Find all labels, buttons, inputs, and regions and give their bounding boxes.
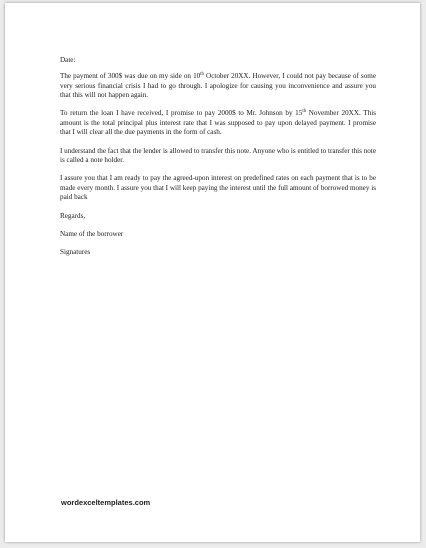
date-label: Date:	[60, 56, 76, 64]
ordinal-suffix: th	[200, 71, 204, 77]
paragraph-interest-assurance: I assure you that I am ready to pay the agreed-upon interest on predefined rates on each payment that is to be made every month. I assure you that I will keep paying the interest until the full amount of borrowed money is paid back	[60, 174, 376, 202]
paragraph-note-transfer: I understand the fact that the lender is allowed to transfer this note. Anyone who is entitled to transfer this note is called a note holder.	[60, 146, 376, 165]
paragraph-loan-return	[60, 109, 376, 138]
paragraph-payment-due-text-a: The payment of 300$ was due on my side on 10	[60, 71, 201, 80]
footer-site-label: wordexceltemplates.com	[61, 498, 151, 507]
paragraph-payment-due-text-b: October 20XX. However, I could not pay because of some very serious financial crisis I had to go through. I apologize for causing you inconvenience and assure you that this will not happen again.	[60, 71, 376, 100]
paragraph-loan-return-text-a: To return the loan I have received, I promise to pay 2000$ to Mr. Johnson by 15	[60, 109, 303, 118]
borrower-name-line: Name of the borrower	[60, 229, 124, 238]
ordinal-suffix: th	[302, 109, 307, 115]
letter-body	[60, 56, 376, 266]
signature-line: Signatures	[60, 247, 91, 256]
document-page	[5, 3, 420, 542]
paragraph-payment-due	[60, 72, 376, 101]
closing-regards: Regards,	[60, 211, 86, 220]
paragraph-loan-return-text-b: November 20XX. This amount is the total principal plus interest rate that I was supposed to pay upon delayed payment. I promise that I will clear all the due payments in the form of cash.	[60, 109, 376, 137]
